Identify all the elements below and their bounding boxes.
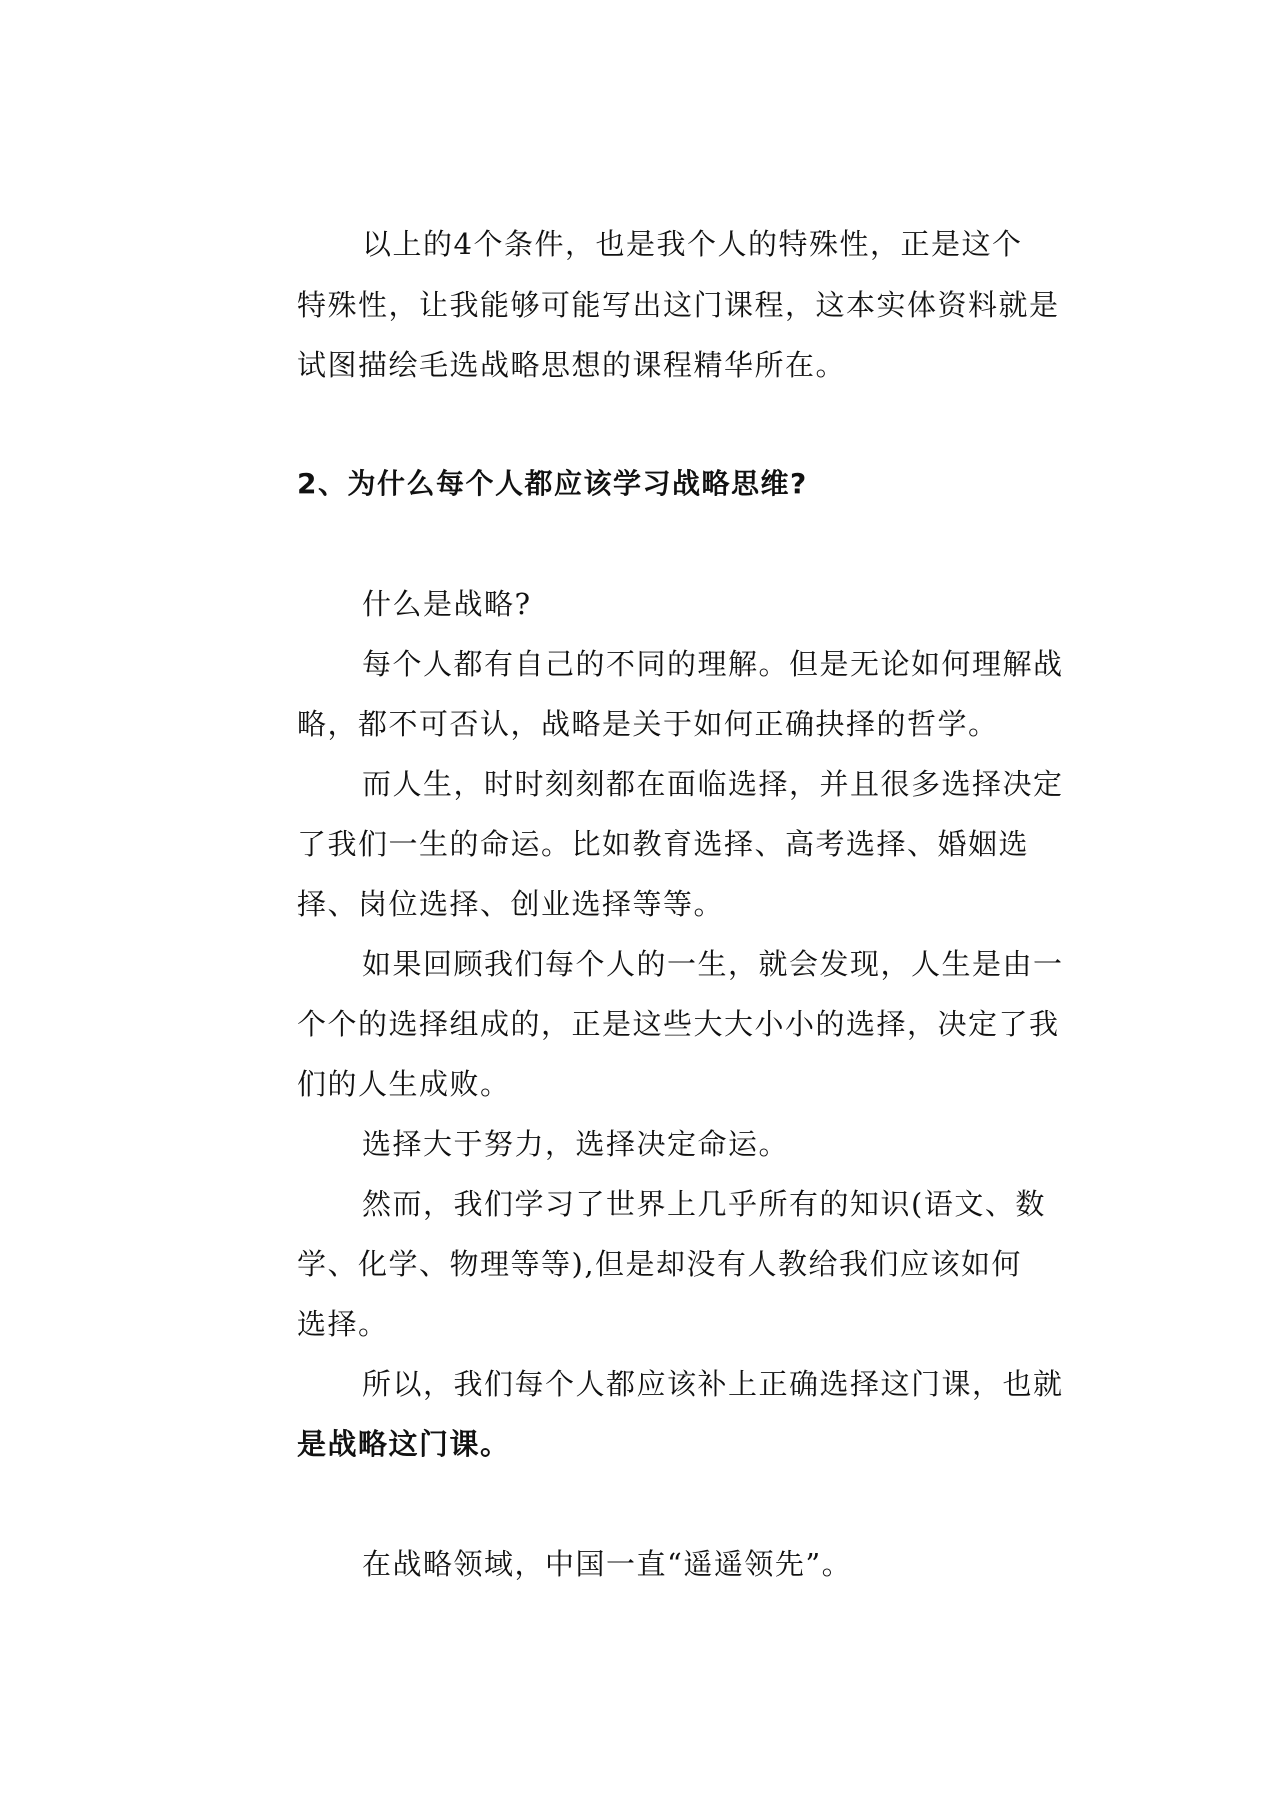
paragraph-4-line-1: 如果回顾我们每个人的一生，就会发现，人生是由一	[362, 947, 1064, 981]
paragraph-7-line-1: 所以，我们每个人都应该补上正确选择这门课，也就	[362, 1367, 1064, 1401]
paragraph-2-line-2: 略，都不可否认，战略是关于如何正确抉择的哲学。	[297, 707, 999, 741]
paragraph-1-line-2: 特殊性，让我能够可能写出这门课程，这本实体资料就是	[297, 288, 1060, 322]
question-what-is-strategy: 什么是战略?	[362, 587, 532, 621]
section-2-heading: 2、为什么每个人都应该学习战略思维?	[297, 467, 808, 500]
paragraph-2-line-1: 每个人都有自己的不同的理解。但是无论如何理解战	[362, 647, 1064, 681]
paragraph-4-line-2: 个个的选择组成的，正是这些大大小小的选择，决定了我	[297, 1007, 1060, 1041]
paragraph-6-line-1: 然而，我们学习了世界上几乎所有的知识(语文、数	[362, 1187, 1046, 1221]
paragraph-4-line-3: 们的人生成败。	[297, 1067, 511, 1101]
paragraph-1-line-1: 以上的4个条件，也是我个人的特殊性，正是这个	[362, 227, 1023, 261]
paragraph-7-line-2-bold: 是战略这门课。	[297, 1427, 511, 1461]
paragraph-6-line-2: 学、化学、物理等等),但是却没有人教给我们应该如何	[297, 1247, 1023, 1281]
paragraph-3-line-1: 而人生，时时刻刻都在面临选择，并且很多选择决定	[362, 767, 1064, 801]
paragraph-3-line-2: 了我们一生的命运。比如教育选择、高考选择、婚姻选	[297, 827, 1030, 861]
paragraph-1-line-3: 试图描绘毛选战略思想的课程精华所在。	[297, 348, 847, 382]
paragraph-5: 选择大于努力，选择决定命运。	[362, 1127, 790, 1161]
paragraph-3-line-3: 择、岗位选择、创业选择等等。	[297, 887, 725, 921]
paragraph-8: 在战略领域，中国一直“遥遥领先”。	[362, 1547, 853, 1581]
paragraph-6-line-3: 选择。	[297, 1307, 389, 1341]
